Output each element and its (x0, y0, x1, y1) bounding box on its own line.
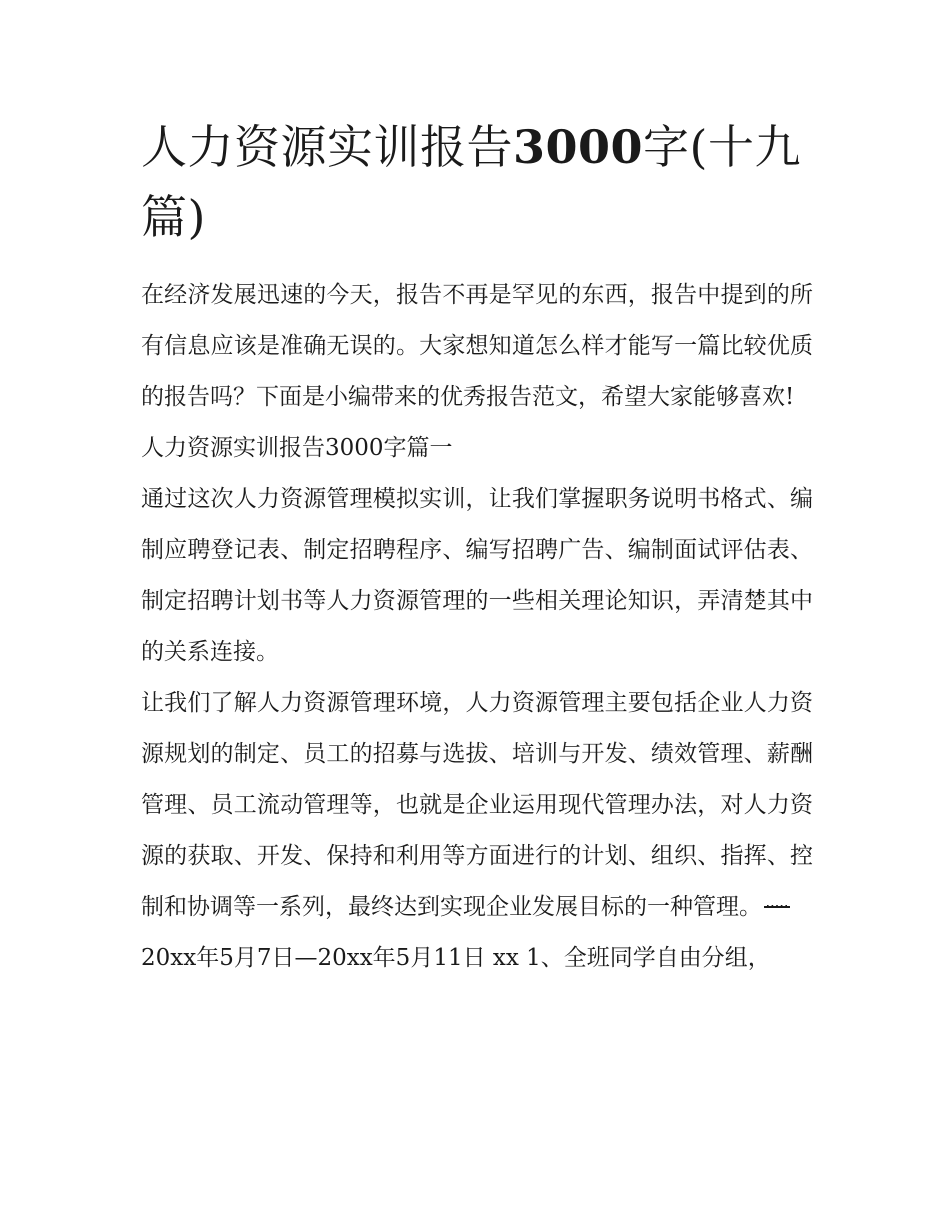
document-body (141, 112, 813, 984)
date-paragraph: 20xx年5月7日—20xx年5月11日 xx 1、全班同学自由分组， (141, 945, 771, 971)
title-number: 3000 (513, 120, 644, 174)
title-text-part2: 字(十九篇) (141, 120, 801, 244)
body-paragraph-2-text: 让我们了解人力资源管理环境，人力资源管理主要包括企业人力资源规划的制定、员工的招募与选拔、培训与开发、绩效管理、薪酬管理、员工流动管理等，也就是企业运用现代管理办法，对人力资源的获取、开发、保持和利用等方面进行的计划、组织、指挥、控制和协调等一系列，最终达到实现企业发展目标的一种管理。 (141, 690, 813, 920)
body-paragraph-2 (141, 678, 813, 933)
title-text-part1: 人力资源实训报告 (141, 120, 513, 174)
body-paragraph-1: 通过这次人力资源管理模拟实训，让我们掌握职务说明书格式、编制应聘登记表、制定招聘程序、编写招聘广告、编制面试评估表、制定招聘计划书等人力资源管理的一些相关理论知识，弄清楚其中的关系连接。 (141, 486, 813, 665)
dashed-line-mark (764, 905, 790, 908)
intro-paragraph: 在经济发展迅速的今天，报告不再是罕见的东西，报告中提到的所有信息应该是准确无误的。大家想知道怎么样才能写一篇比较优质的报告吗？下面是小编带来的优秀报告范文，希望大家能够喜欢! (141, 282, 813, 410)
document-title (141, 112, 813, 252)
section-heading: 人力资源实训报告3000字篇一 (141, 435, 453, 461)
